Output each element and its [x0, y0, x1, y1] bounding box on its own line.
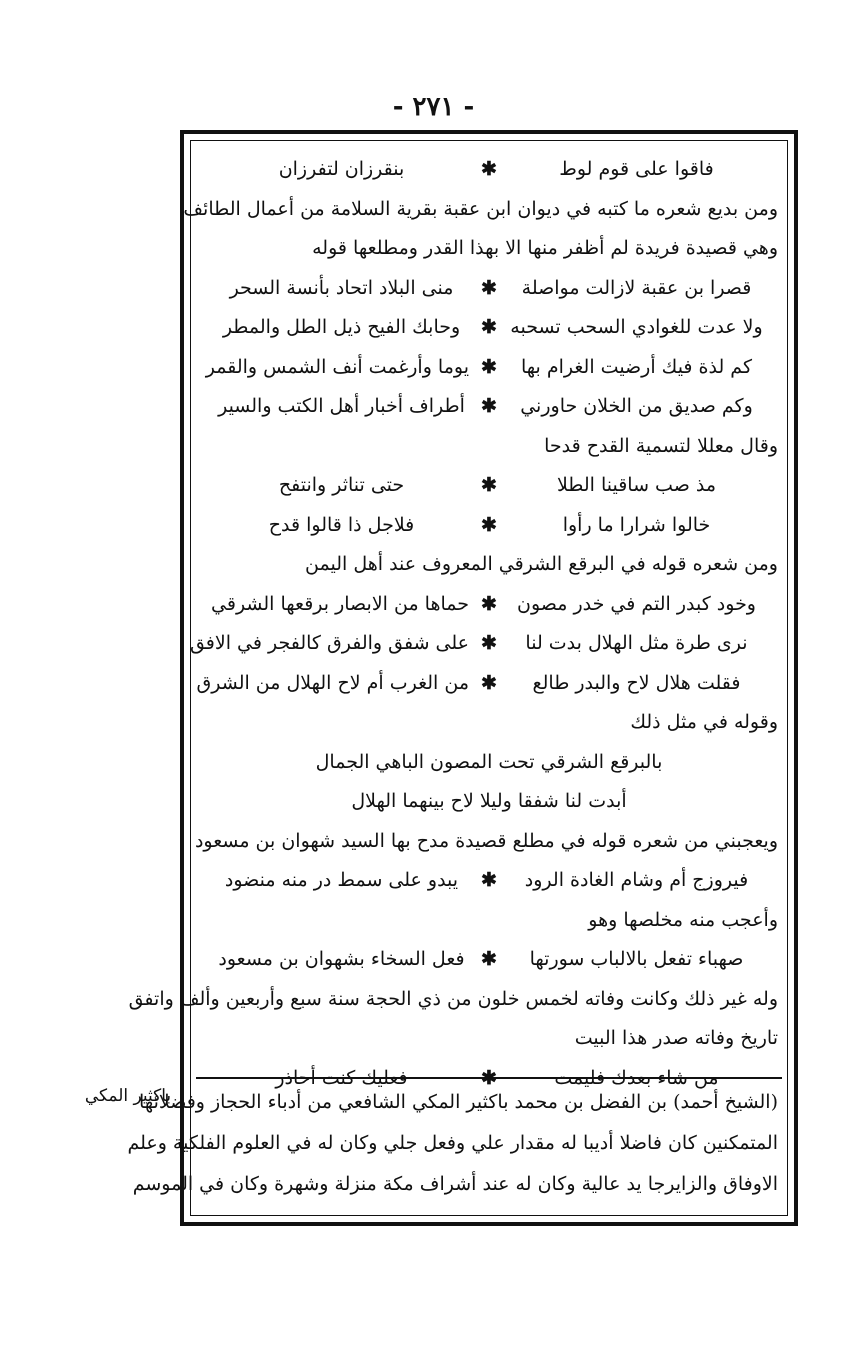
verse-second-hemistich: فعل السخاء بشهوان بن مسعود: [218, 948, 465, 970]
verse-second-hemistich: وحابك الفيح ذيل الطل والمطر: [222, 316, 461, 338]
verse-separator-star: ✱: [481, 948, 497, 970]
prose-line: وله غير ذلك وكانت وفاته لخمس خلون من ذي الحجة سنة سبع وأربعين وألف واتفق: [128, 987, 778, 1010]
verse-line: [196, 150, 782, 190]
verse-first-hemistich: خالوا شرارا ما رأوا: [562, 513, 711, 536]
verse-line: [196, 387, 782, 427]
verse-line: [196, 308, 782, 348]
verse-line: [196, 940, 782, 980]
prose-line: ويعجبني من شعره قوله في مطلع قصيدة مدح بها السيد شهوان بن مسعود: [194, 829, 778, 852]
footnote-separator: [196, 1077, 782, 1079]
verse-separator-star: ✱: [481, 671, 497, 694]
verse-first-hemistich: نرى طرة مثل الهلال بدت لنا: [525, 632, 748, 654]
verse-line: [196, 585, 782, 625]
verse-first-hemistich: قصرا بن عقبة لازالت مواصلة: [521, 276, 752, 299]
footnote-line: (الشيخ أحمد) بن الفضل بن محمد باكثير المكي الشافعي من أدباء الحجاز وفضلائها: [139, 1091, 778, 1113]
verse-separator-star: ✱: [481, 158, 497, 180]
verse-separator-star: ✱: [481, 474, 497, 496]
verse-first-hemistich: وخود كبدر التم في خدر مصون: [516, 592, 756, 615]
prose-line: ومن بديع شعره ما كتبه في ديوان ابن عقبة بقرية السلامة من أعمال الطائف: [183, 197, 778, 220]
verse-first-hemistich: صهباء تفعل بالالباب سورتها: [529, 948, 744, 970]
verse-first-hemistich: ولا عدت للغوادي السحب تسحبه: [510, 316, 763, 338]
verse-first-hemistich: من شاء بعدك فليمت: [554, 1066, 719, 1089]
margin-note: باكثير المكي: [84, 1086, 172, 1106]
verse-separator-star: ✱: [481, 395, 497, 417]
verse-second-hemistich: يبدو على سمط در منه منضود: [224, 869, 459, 891]
verse-first-hemistich: فيروزج أم وشام الغادة الرود: [524, 869, 749, 891]
verse-separator-star: ✱: [481, 592, 497, 615]
main-text: [128, 150, 782, 1098]
page-number: - ٢٧١ -: [392, 92, 475, 122]
verse-separator-star: ✱: [481, 316, 497, 338]
verse-first-hemistich: وكم صديق من الخلان حاورني: [520, 395, 753, 417]
verse-second-hemistich: من الغرب أم لاح الهلال من الشرق: [196, 671, 469, 694]
verse-first-hemistich: فاقوا على قوم لوط: [559, 158, 714, 180]
verse-second-hemistich: منى البلاد اتحاد بأنسة السحر: [229, 276, 454, 299]
verse-second-hemistich: فعليك كنت أحاذر: [275, 1066, 408, 1089]
verse-line: [196, 861, 782, 901]
verse-first-hemistich: مذ صب ساقينا الطلا: [556, 474, 717, 496]
prose-line: وهي قصيدة فريدة لم أظفر منها الا بهذا القدر ومطلعها قوله: [312, 237, 778, 259]
footnote-line: المتمكنين كان فاضلا أديبا له مقدار علي وفعل جلي وكان له في العلوم الفلكية وعلم: [127, 1132, 778, 1154]
verse-second-hemistich: يوما وأرغمت أنف الشمس والقمر: [205, 355, 469, 378]
verse-separator-star: ✱: [481, 632, 497, 654]
verse-second-hemistich: بنقرزان لتفرزان: [278, 158, 405, 180]
footnote: [127, 1082, 782, 1205]
verse-separator-star: ✱: [481, 1066, 497, 1089]
verse-line: [196, 348, 782, 388]
verse-line: [196, 664, 782, 704]
prose-line: وقوله في مثل ذلك: [630, 711, 778, 733]
verse-second-hemistich: حتى تناثر وانتفح: [278, 474, 405, 496]
prose-line: وأعجب منه مخلصها وهو: [588, 908, 778, 931]
footnote-line: الاوفاق والزايرجا يد عالية وكان له عند أشراف مكة منزلة وشهرة وكان في الموسم: [132, 1173, 778, 1195]
verse-second-hemistich: أطراف أخبار أهل الكتب والسير: [218, 395, 465, 417]
verse-line: [189, 624, 782, 664]
centered-verse-line: أبدت لنا شفقا وليلا لاح بينهما الهلال: [351, 790, 627, 812]
verse-separator-star: ✱: [481, 276, 497, 299]
verse-separator-star: ✱: [481, 513, 497, 536]
prose-line: وقال معللا لتسمية القدح قدحا: [544, 434, 778, 457]
verse-first-hemistich: كم لذة فيك أرضيت الغرام بها: [520, 355, 752, 378]
verse-second-hemistich: فلاجل ذا قالوا قدح: [268, 513, 415, 536]
verse-second-hemistich: على شفق والفرق كالفجر في الافق: [189, 632, 469, 654]
verse-line: [196, 506, 782, 546]
verse-separator-star: ✱: [481, 869, 497, 891]
verse-separator-star: ✱: [481, 355, 497, 378]
prose-line: تاريخ وفاته صدر هذا البيت: [574, 1027, 778, 1049]
verse-first-hemistich: فقلت هلال لاح والبدر طالع: [532, 671, 741, 694]
prose-line: ومن شعره قوله في البرقع الشرقي المعروف عند أهل اليمن: [305, 553, 778, 575]
verse-line: [196, 466, 782, 506]
verse-line: [196, 269, 782, 309]
centered-verse-line: بالبرقع الشرقي تحت المصون الباهي الجمال: [315, 750, 663, 773]
verse-second-hemistich: حماها من الابصار برقعها الشرقي: [211, 592, 469, 615]
